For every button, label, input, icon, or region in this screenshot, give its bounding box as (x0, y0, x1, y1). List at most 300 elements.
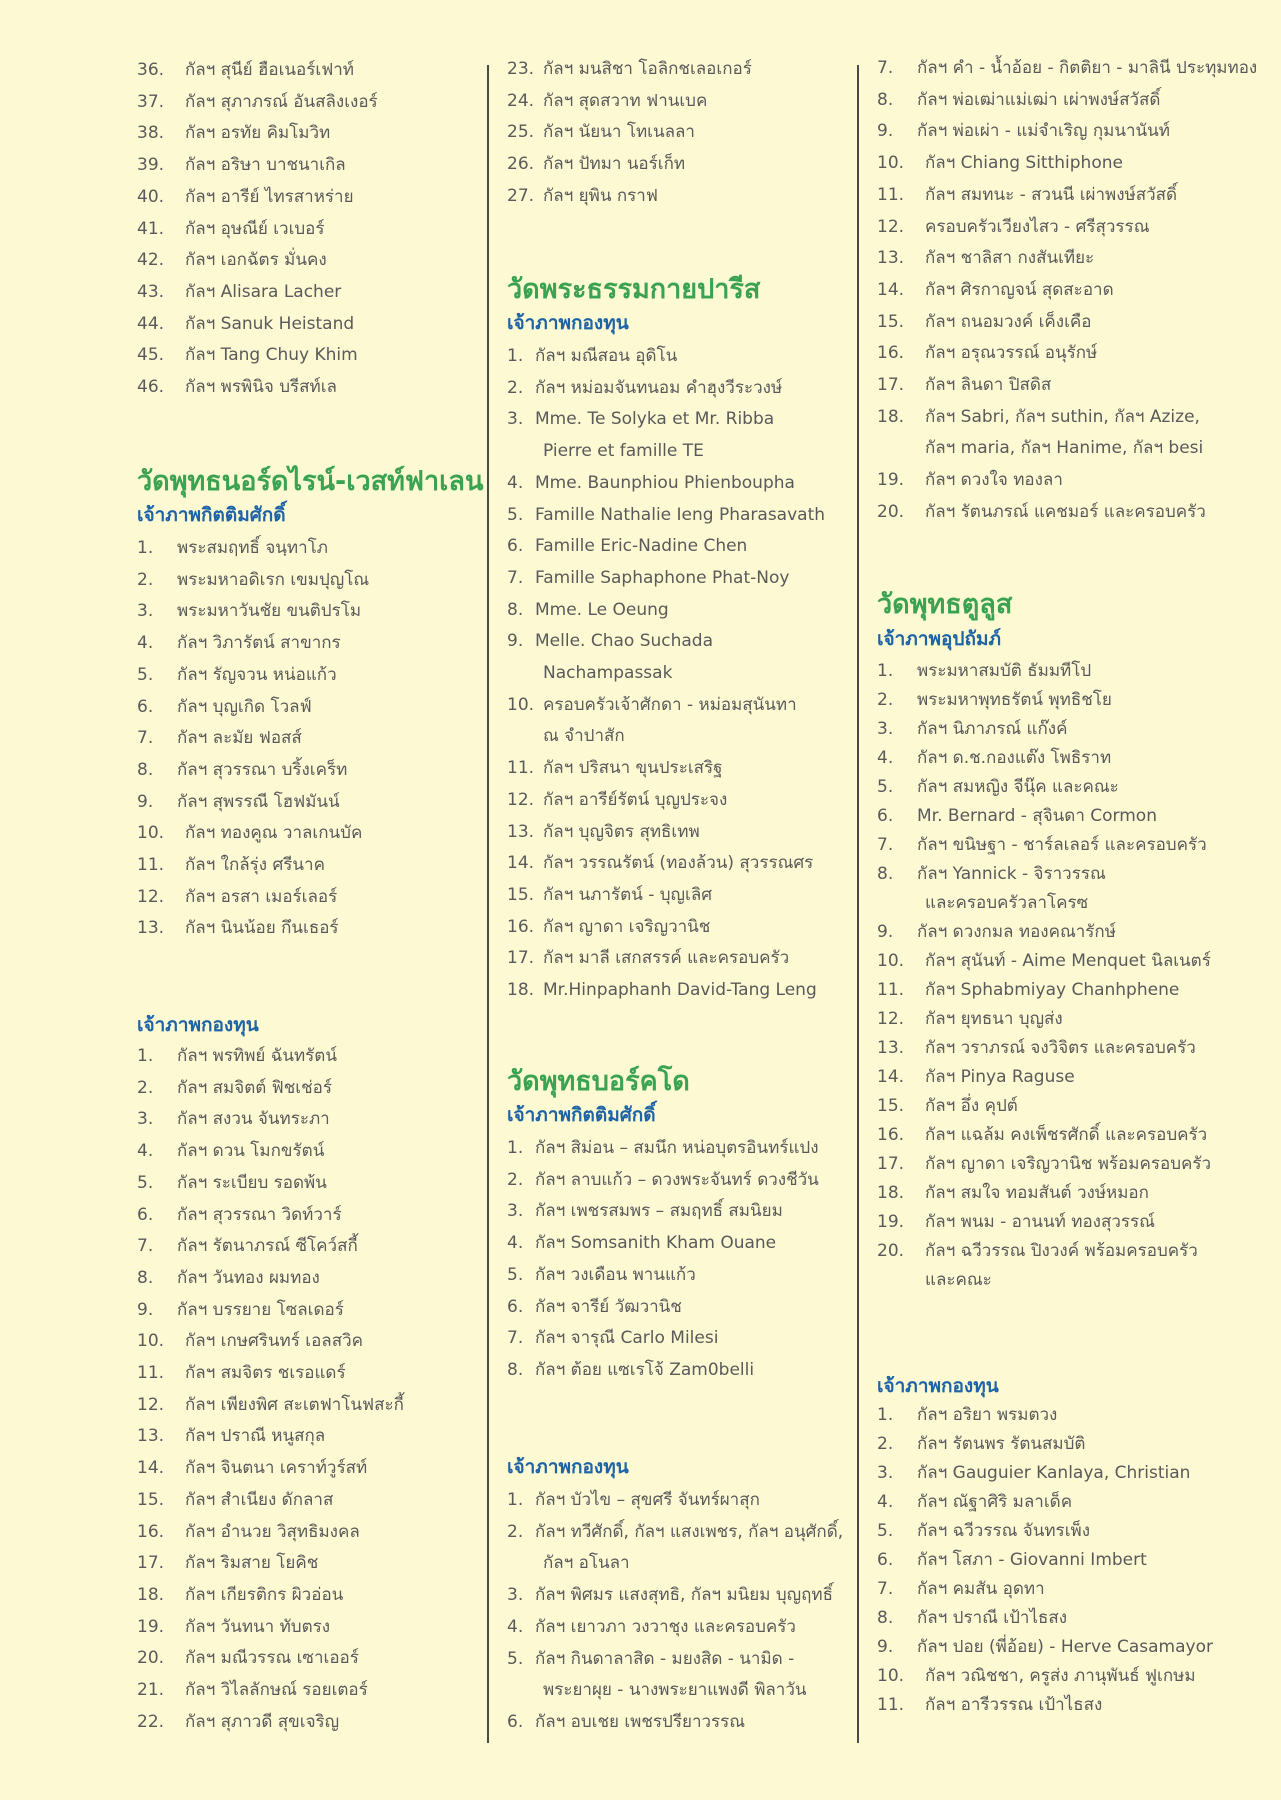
donor-name: กัลฯ ดวงใจ ทองลา (925, 470, 1063, 491)
item-number: 38. (137, 123, 165, 144)
item-number: 19. (877, 470, 905, 491)
donor-name: Melle. Chao Suchada (535, 631, 714, 652)
item-number: 18. (137, 1584, 165, 1605)
list-item (877, 746, 1247, 770)
donor-name: กัลฯ รัญจวน หน่อแก้ว (177, 664, 337, 685)
item-number: 11. (507, 758, 535, 779)
donor-name: กัลฯ คมสัน อุดทา (917, 1579, 1045, 1599)
item-number: 2. (507, 1521, 524, 1542)
donor-name: Famille Saphaphone Phat-Noy (535, 567, 790, 588)
donor-name: กัลฯ ด.ช.กองแต๊ง โพธิราท (917, 748, 1112, 768)
list-item (877, 88, 1247, 112)
list-item (137, 1393, 467, 1417)
donor-name: กัลฯ เพียงพิศ สะเตฟาโนฟสะกี้ (185, 1394, 404, 1415)
item-number: 11. (877, 1695, 905, 1715)
donor-name: พระยาผุย - นางพระยาแพงดี พิลาวัน (543, 1680, 807, 1701)
donor-name: กัลฯ สมจิตต์ ฟิชเช่อร์ (177, 1077, 332, 1098)
list-item (877, 468, 1247, 492)
donor-name: กัลฯ คำ - น้ำอ้อย - กิตติยา - มาลินี ประทุมทอง (917, 58, 1258, 78)
list-item (137, 1266, 467, 1290)
item-number: 6. (507, 1296, 524, 1317)
item-number: 9. (877, 1637, 894, 1657)
item-number: 12. (877, 216, 905, 237)
item-number: 7. (877, 835, 894, 855)
list-item (877, 310, 1247, 334)
item-number: 7. (507, 567, 524, 588)
donor-name: กัลฯ Pinya Raguse (925, 1067, 1075, 1087)
list-item (137, 1044, 467, 1068)
item-number: 17. (877, 1154, 905, 1174)
list-item (137, 1520, 467, 1544)
item-number: 11. (877, 980, 905, 1000)
list-item (137, 58, 467, 82)
item-number: 26. (507, 154, 535, 175)
list-item (877, 278, 1247, 302)
donor-name: กัลฯ เพชรสมพร – สมฤทธิ์ สมนิยม (535, 1201, 783, 1222)
item-number: 19. (877, 1212, 905, 1232)
item-number: 12. (877, 1009, 905, 1029)
donor-name: กัลฯ วงเดือน พานแก้ว (535, 1264, 696, 1285)
list-item (137, 916, 467, 940)
list-item (137, 1139, 467, 1163)
item-number: 2. (507, 377, 524, 398)
list-item (137, 885, 467, 909)
list-item (137, 1551, 467, 1575)
item-number: 1. (507, 1138, 524, 1158)
item-number: 10. (507, 694, 535, 715)
donor-name: กัลฯ ทวีศักดิ์, กัลฯ แสงเพชร, กัลฯ อนุศักดิ์, (535, 1521, 844, 1542)
item-number: 5. (507, 504, 524, 525)
donor-name: และครอบครัวลาโครซ (925, 893, 1089, 913)
item-number: 10. (137, 1331, 165, 1352)
item-number: 20. (877, 501, 905, 522)
donor-name: Mr.Hinpaphanh David-Tang Leng (543, 980, 817, 1000)
temple-heading: วัดพุทธตูลูส (877, 589, 1013, 620)
donor-name: กัลฯ ลาบแก้ว – ดวงพระจันทร์ ดวงชีวัน (535, 1169, 819, 1190)
item-number: 12. (507, 789, 535, 810)
donor-name: กัลฯ เกษศรินทร์ เอลสวิค (185, 1331, 363, 1352)
list-item (137, 1710, 467, 1734)
list-item (877, 1635, 1247, 1659)
list-item (877, 1693, 1247, 1717)
item-number: 39. (137, 155, 165, 176)
list-item (137, 821, 467, 845)
list-item (137, 1298, 467, 1322)
list-item (877, 1519, 1247, 1543)
donor-name: กัลฯ แฉล้ม คงเพ็ชรศักดิ์ และครอบครัว (925, 1125, 1208, 1145)
list-item (877, 341, 1247, 365)
item-number: 45. (137, 345, 165, 366)
donor-name: กัลฯ มณีสอน อุดิโน (535, 346, 678, 366)
list-item (137, 568, 467, 592)
item-number: 19. (137, 1616, 165, 1637)
donor-name: กัลฯ ปอย (พี่อ้อย) - Herve Casamayor (917, 1637, 1213, 1657)
donor-name: ครอบครัวเจ้าศักดา - หม่อมสุนันทา (543, 694, 797, 715)
donor-name: กัลฯ ญาดา เจริญวานิช (543, 916, 711, 937)
item-number: 2. (137, 569, 154, 590)
donor-name: กัลฯ อารีวรรณ เป้าไธสง (925, 1695, 1103, 1715)
donor-name: กัลฯ นภารัตน์ - บุญเลิศ (543, 884, 713, 905)
list-item (507, 1678, 847, 1702)
column-divider (487, 65, 489, 1743)
list-item (877, 1094, 1247, 1118)
list-item (137, 1488, 467, 1512)
donor-name: พระมหาอดิเรก เขมปุญโณ (177, 569, 370, 590)
list-item (507, 1168, 847, 1192)
donor-name: กัลฯ อุษณีย์ เวเบอร์ (185, 218, 325, 239)
donor-name: กัลฯ จินตนา เคราท์วูร์สท์ (185, 1458, 368, 1479)
item-number: 3. (877, 719, 894, 739)
item-number: 13. (137, 1426, 165, 1447)
list-item (507, 152, 847, 176)
donor-name: กัลฯ อารีย์ ไทรสาหร่าย (185, 186, 354, 207)
list-item (507, 1199, 847, 1223)
donor-name: กัลฯ สงวน จันทระภา (177, 1109, 330, 1130)
list-item (877, 659, 1247, 683)
donor-name: กัลฯ อบเชย เพชรปรียาวรรณ (535, 1711, 746, 1732)
donor-name: กัลฯ พนม - อานนท์ ทองสุวรรณ์ (925, 1212, 1155, 1232)
list-item (137, 1076, 467, 1100)
donor-name: กัลฯ ยุพิน กราฟ (543, 185, 658, 206)
list-item (877, 1577, 1247, 1601)
donor-name: กัลฯ ปราณี เป้าไธสง (917, 1608, 1068, 1628)
donor-name: กัลฯ ปริสนา ขุนประเสริฐ (543, 758, 723, 779)
list-item (877, 1664, 1247, 1688)
item-number: 8. (877, 89, 894, 110)
donor-name: Mr. Bernard - สุจินดา Cormon (917, 806, 1157, 826)
donor-name: กัลฯ วณิชชา, ครูส่ง ภานุพันธ์ ฟูเกษม (925, 1666, 1196, 1686)
list-item (877, 978, 1247, 1002)
donor-name: ครอบครัวเวียงไสว - ศรีสุวรรณ (925, 216, 1150, 237)
donor-name: กัลฯ ถนอมวงค์ เค็งเคือ (925, 311, 1092, 332)
item-number: 8. (507, 599, 524, 620)
list-item (877, 862, 1247, 886)
item-number: 10. (877, 951, 905, 971)
donor-name: ณ จำปาสัก (543, 726, 625, 747)
donor-name: กัลฯ นัยนา โทเนลลา (543, 122, 695, 143)
list-item (877, 405, 1247, 429)
list-item (877, 151, 1247, 175)
list-item (877, 804, 1247, 828)
item-number: 3. (507, 1201, 524, 1222)
item-number: 3. (137, 1109, 154, 1130)
item-number: 20. (877, 1241, 905, 1261)
item-number: 4. (507, 1616, 524, 1637)
item-number: 40. (137, 186, 165, 207)
donor-name: กัลฯ สมหญิง จีนุ๊ค และคณะ (917, 777, 1119, 797)
list-item (507, 184, 847, 208)
list-item (137, 536, 467, 560)
section-heading: เจ้าภาพกองทุน (877, 1375, 999, 1397)
donor-name: กัลฯ นิภาภรณ์ แก๊งค์ (917, 719, 1068, 739)
list-item (137, 1329, 467, 1353)
donor-name: กัลฯ อรุณวรรณ์ อนุรักษ์ (925, 343, 1098, 364)
item-number: 4. (137, 633, 154, 654)
list-item (507, 946, 847, 970)
list-item (507, 1710, 847, 1734)
donor-name: กัลฯ รัตนพร รัตนสมบัติ (917, 1434, 1086, 1454)
item-number: 11. (137, 1363, 165, 1383)
list-item (877, 1432, 1247, 1456)
donor-name: Mme. Baunphiou Phienboupha (535, 472, 795, 493)
donor-name: กัลฯ พิศมร แสงสุทธิ, กัลฯ มนิยม บุญฤทธิ์ (535, 1585, 834, 1606)
donor-name: กัลฯ Tang Chuy Khim (185, 345, 358, 366)
item-number: 9. (137, 791, 154, 812)
donor-name: กัลฯ เกียรติกร ผิวอ่อน (185, 1584, 344, 1605)
item-number: 12. (137, 1394, 165, 1415)
donor-name: กัลฯ หม่อมจันทนอม คำฮุงวีระวงษ์ (535, 377, 783, 398)
donor-name: กัลฯ ศิรกาญจน์ สุดสะอาด (925, 279, 1114, 300)
item-number: 8. (137, 759, 154, 780)
list-item (507, 1615, 847, 1639)
list-item (877, 1007, 1247, 1031)
list-item (507, 820, 847, 844)
donor-name: กัลฯ ริมสาย โยคิช (185, 1553, 319, 1574)
item-number: 2. (877, 1434, 894, 1454)
item-number: 21. (137, 1680, 165, 1700)
donor-name: กัลฯ ญาดา เจริญวานิช พร้อมครอบครัว (925, 1154, 1212, 1174)
list-item (877, 119, 1247, 143)
item-number: 2. (137, 1077, 154, 1098)
donor-name: กัลฯ ขนิษฐา - ชาร์ลเลอร์ และครอบครัว (917, 835, 1207, 855)
donor-name: Famille Eric-Nadine Chen (535, 536, 748, 557)
item-number: 18. (507, 980, 535, 1000)
donor-name: กัลฯ ปราณี หนูสกุล (185, 1426, 326, 1447)
item-number: 13. (137, 918, 165, 939)
donor-name: พระมหาพุทธรัตน์ พุทธิชโย (917, 690, 1112, 710)
item-number: 10. (137, 823, 165, 844)
item-number: 43. (137, 281, 165, 302)
item-number: 9. (507, 631, 524, 652)
donor-name: Pierre et famille TE (543, 441, 704, 462)
donor-name: กัลฯ วันทนา ทับตรง (185, 1616, 331, 1637)
list-item (877, 1490, 1247, 1514)
list-item (137, 663, 467, 687)
item-number: 15. (507, 884, 535, 905)
list-item (507, 756, 847, 780)
list-item (137, 790, 467, 814)
donor-name: กัลฯ ดวน โมกขรัตน์ (177, 1141, 325, 1162)
item-number: 6. (877, 1550, 894, 1570)
donor-name: กัลฯ สมจิตร ชเรอแดร์ (185, 1363, 346, 1383)
item-number: 27. (507, 185, 535, 206)
list-item (877, 183, 1247, 207)
item-number: 16. (137, 1521, 165, 1542)
temple-heading: วัดพุทธนอร์ดไรน์-เวสท์ฟาเลน (137, 466, 484, 497)
list-item (507, 1583, 847, 1607)
list-item (877, 1548, 1247, 1572)
list-item (137, 1107, 467, 1131)
list-item (507, 534, 847, 558)
list-item (137, 121, 467, 145)
item-number: 5. (507, 1648, 524, 1669)
item-number: 8. (877, 864, 894, 884)
donor-name: กัลฯ Sphabmiyay Chanhphene (925, 980, 1180, 1000)
list-item (137, 1171, 467, 1195)
list-item (877, 775, 1247, 799)
item-number: 15. (877, 311, 905, 332)
donor-name: กัลฯ นินน้อย กึนเธอร์ (185, 918, 339, 939)
list-item (507, 1326, 847, 1350)
donor-name: และคณะ (925, 1270, 992, 1290)
list-item (137, 1646, 467, 1670)
list-item (877, 215, 1247, 239)
list-item (877, 1123, 1247, 1147)
donor-name: กัลฯ สุนีย์ ฮือเนอร์เฟาท์ (185, 60, 354, 80)
list-item (507, 344, 847, 368)
item-number: 5. (137, 664, 154, 685)
list-item (137, 1615, 467, 1639)
item-number: 46. (137, 377, 165, 397)
list-item (137, 695, 467, 719)
item-number: 10. (877, 153, 905, 174)
list-item (877, 1606, 1247, 1630)
donor-name: พระสมฤทธิ์ จนฺทาโภ (177, 538, 328, 558)
donor-name: กัลฯ สำเนียง ดักลาส (185, 1489, 334, 1510)
item-number: 3. (507, 1585, 524, 1606)
list-item (137, 153, 467, 177)
donor-name: กัลฯ วิภารัตน์ สาขากร (177, 633, 341, 654)
list-item (137, 758, 467, 782)
list-item (507, 693, 847, 717)
donor-name: กัลฯ มนสิชา โอลิกชเลอเกอร์ (543, 59, 752, 79)
list-item (877, 1268, 1247, 1292)
item-number: 42. (137, 250, 165, 271)
item-number: 6. (877, 806, 894, 826)
item-number: 37. (137, 91, 165, 112)
item-number: 2. (507, 1169, 524, 1190)
donor-name: กัลฯ ณัฐาศิริ มลาเด็ค (917, 1492, 1073, 1512)
donor-name: กัลฯ จารุณี Carlo Milesi (535, 1328, 719, 1349)
donor-name: กัลฯ บุญเกิด โวลฟ์ (177, 696, 312, 717)
item-number: 13. (877, 248, 905, 269)
list-item (137, 312, 467, 336)
item-number: 4. (877, 748, 894, 768)
list-item (137, 1583, 467, 1607)
list-item (877, 500, 1247, 524)
list-item (877, 373, 1247, 397)
donor-name: กัลฯ สุภาวดี สุขเจริญ (185, 1711, 340, 1732)
item-number: 3. (137, 601, 154, 622)
donor-name: กัลฯ ลินดา ปิสดิส (925, 375, 1052, 395)
item-number: 5. (877, 1521, 894, 1541)
temple-heading: วัดพระธรรมกายปารีส (507, 274, 761, 305)
list-item (877, 246, 1247, 270)
donor-name: กัลฯ อรทัย คิมโมวิท (185, 123, 331, 144)
item-number: 11. (877, 184, 905, 205)
list-item (507, 1136, 847, 1160)
donor-name: Famille Nathalie Ieng Pharasavath (535, 504, 826, 525)
list-item (507, 661, 847, 685)
item-number: 6. (137, 696, 154, 717)
donor-name: กัลฯ Sabri, กัลฯ suthin, กัลฯ Azize, (925, 406, 1200, 427)
donor-name: กัลฯ ต้อย แซเรโจ้ Zam0belli (535, 1359, 755, 1380)
donor-name: กัลฯ ปัทมา นอร์เก็ท (543, 154, 686, 175)
item-number: 13. (507, 821, 535, 842)
item-number: 8. (137, 1267, 154, 1288)
list-item (137, 1456, 467, 1480)
item-number: 3. (877, 1463, 894, 1483)
item-number: 1. (137, 538, 154, 558)
list-item (507, 120, 847, 144)
list-item (137, 1424, 467, 1448)
list-item (137, 599, 467, 623)
item-number: 1. (507, 346, 524, 366)
donor-name: กัลฯ ละมัย ฟอสส์ (177, 728, 302, 749)
donor-name: กัลฯ Gauguier Kanlaya, Christian (917, 1463, 1191, 1483)
item-number: 6. (137, 1204, 154, 1225)
item-number: 20. (137, 1648, 165, 1669)
section-heading: เจ้าภาพอุปถัมภ์ (877, 628, 1002, 650)
donor-name: กัลฯ พรพินิจ บรีสท์เล (185, 377, 337, 397)
item-number: 6. (507, 536, 524, 557)
list-item (507, 503, 847, 527)
donor-name: กัลฯ สมใจ ทอมสันต์ วงษ์หมอก (925, 1183, 1149, 1203)
donor-name: กัลฯ กินดาลาสิด - มยงสิด - นามิด - (535, 1648, 795, 1669)
list-item (137, 280, 467, 304)
item-number: 1. (877, 1405, 894, 1425)
donor-name: กัลฯ สุพรรณี โฮฟมันน์ (177, 791, 340, 812)
list-item (507, 89, 847, 113)
donor-name: กัลฯ บุญจิตร สุทธิเทพ (543, 821, 700, 842)
item-number: 7. (137, 1236, 154, 1257)
donor-name: กัลฯ ฉวีวรรณ จันทรเพ็ง (917, 1521, 1091, 1541)
item-number: 25. (507, 122, 535, 143)
item-number: 7. (137, 728, 154, 749)
list-item (507, 883, 847, 907)
list-item (137, 853, 467, 877)
donor-name: กัลฯ Somsanith Kham Ouane (535, 1233, 777, 1254)
item-number: 15. (877, 1096, 905, 1116)
item-number: 4. (507, 472, 524, 493)
list-item (137, 185, 467, 209)
donor-name: กัลฯ ยุทธนา บุญส่ง (925, 1009, 1063, 1029)
donor-name: กัลฯ โสภา - Giovanni Imbert (917, 1550, 1147, 1570)
item-number: 5. (137, 1172, 154, 1193)
item-number: 8. (877, 1608, 894, 1628)
donor-name: พระมหาสมบัติ ธัมมทีโป (917, 661, 1092, 681)
item-number: 14. (137, 1458, 165, 1479)
item-number: 6. (507, 1711, 524, 1732)
donor-name: กัลฯ อรสา เมอร์เลอร์ (185, 886, 338, 907)
list-item (507, 978, 847, 1002)
donor-name: กัลฯ ใกล้รุ่ง ศรีนาค (185, 855, 325, 875)
list-item (507, 439, 847, 463)
donor-name: กัลฯ สุดสวาท ฟานเบค (543, 90, 708, 111)
item-number: 36. (137, 60, 165, 80)
list-item (137, 1234, 467, 1258)
list-item (137, 90, 467, 114)
section-heading: เจ้าภาพกิตติมศักดิ์ (137, 504, 286, 526)
donor-name: กัลฯ Alisara Lacher (185, 281, 342, 302)
item-number: 24. (507, 90, 535, 111)
list-item (877, 56, 1258, 80)
list-item (137, 248, 467, 272)
item-number: 13. (877, 1038, 905, 1058)
list-item (877, 1152, 1247, 1176)
item-number: 9. (877, 922, 894, 942)
donor-name: Mme. Te Solyka et Mr. Ribba (535, 409, 775, 430)
item-number: 3. (507, 409, 524, 430)
list-item (507, 1231, 847, 1255)
section-heading: เจ้าภาพกองทุน (507, 312, 629, 334)
list-item (877, 1036, 1247, 1060)
item-number: 1. (507, 1490, 524, 1510)
list-item (507, 598, 847, 622)
list-item (877, 833, 1247, 857)
list-item (507, 788, 847, 812)
list-item (137, 1203, 467, 1227)
